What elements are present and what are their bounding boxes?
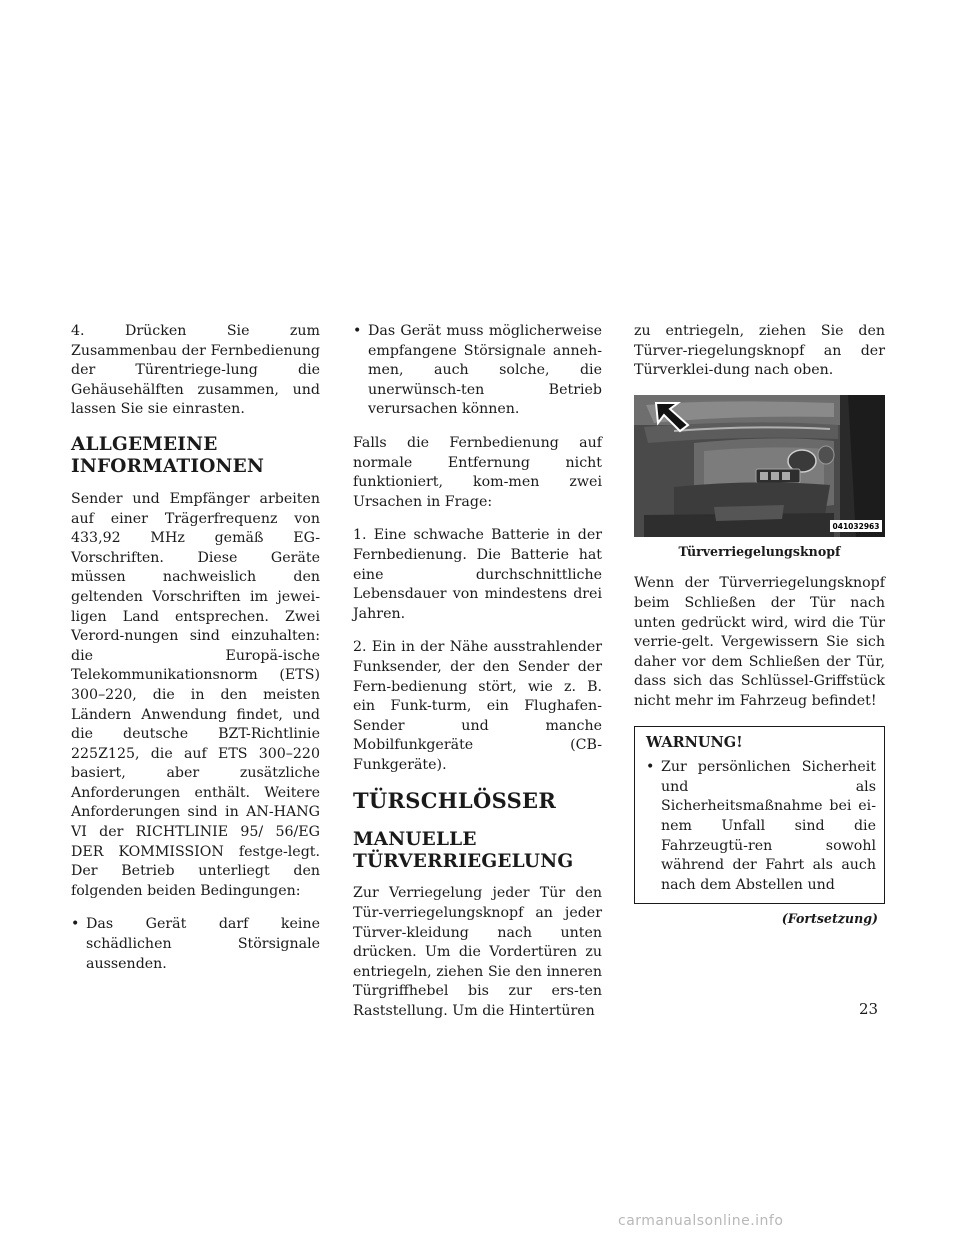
cause2-paragraph: 2. Ein in der Nähe ausstrahlender Funksender, der den Sender der Fern-bedienung stört, wie z. B. ein Funk-turm, ein Flughafen-Sender und manche Mobilfunkgeräte (CB-Funkgeräte).	[353, 639, 602, 773]
bullet-text: Das Gerät muss möglicherweise empfangene Störsignale anneh-men, auch solche, die unerwünsch-ten Betrieb verursachen können.	[368, 323, 602, 418]
warning-box	[634, 726, 885, 905]
warning-bullet	[646, 758, 876, 895]
falls-paragraph: Falls die Fernbedienung auf normale Entfernung nicht funktioniert, kom-men zwei Ursachen in Frage:	[353, 434, 602, 510]
warning-text: Zur persönlichen Sicherheit und als Sicherheitsmaßnahme bei ei-nem Unfall sind die Fahrzeugtü-ren sowohl während der Fahrt als auch nach dem Abstellen und	[661, 759, 876, 893]
bullet-dot: •	[71, 916, 80, 933]
bullet-item	[71, 915, 320, 974]
cause1-paragraph: 1. Eine schwache Batterie in der Fernbedienung. Die Batterie hat eine durchschnittliche Lebensdauer von mindestens drei Jahren.	[353, 527, 602, 622]
bullet-item	[353, 322, 602, 420]
column-middle	[353, 322, 602, 1036]
heading-manual-locking	[353, 829, 602, 873]
figure-caption: Türverriegelungsknopf	[678, 543, 841, 559]
heading-manual-line1: MANUELLE	[353, 829, 477, 851]
heading-door-locks: TÜRSCHLÖSSER	[353, 788, 557, 814]
heading-general-line1: ALLGEMEINE	[71, 433, 218, 455]
bullet-dot: •	[646, 759, 655, 776]
continuation-paragraph: zu entriegeln, ziehen Sie den Türver-riegelungsknopf an der Türverklei-dung nach oben.	[634, 323, 885, 379]
door-lock-figure	[634, 395, 885, 537]
bullet-text: Das Gerät darf keine schädlichen Störsignale aussenden.	[86, 916, 320, 972]
manual-paragraph: Zur Verriegelung jeder Tür den Tür-verriegelungsknopf an jeder Türver-kleidung nach unten drücken. Um die Vordertüren zu entriegeln, ziehen Sie den inneren Türgriffhebel bis zur ers-ten Raststellung. Um die Hintertüren	[353, 885, 602, 1020]
general-paragraph: Sender und Empfänger arbeiten auf einer Trägerfrequenz von 433,92 MHz gemäß EG-Vorschriften. Diese Geräte müssen nachweislich den geltenden Vorschriften im jewei-ligen Land entsprechen. Zwei Verord-nungen sind einzuhalten: die Europä-ische Telekommunikationsnorm (ETS) 300–220, die in den meisten Ländern Anwendung findet, und die deutsche BZT-Richtlinie 225Z125, die auf ETS 300–220 basiert, aber zusätzliche Anforderungen enthält. Weitere Anforderungen sind in AN-HANG VI der RICHTLINIE 95/ 56/EG DER KOMMISSION festge-legt. Der Betrieb unterliegt den folgenden beiden Bedingungen:	[71, 490, 320, 899]
heading-general-information	[71, 434, 320, 478]
page-number: 23	[859, 1000, 879, 1018]
warning-title: WARNUNG!	[646, 733, 743, 751]
figure-code: 041032963	[832, 521, 880, 531]
watermark: carmanualsonline.info	[618, 1213, 784, 1229]
column-left	[71, 322, 320, 988]
heading-general-line2: INFORMATIONEN	[71, 455, 265, 477]
heading-manual-line2: TÜRVERRIEGELUNG	[353, 851, 574, 873]
step4-paragraph: 4. Drücken Sie zum Zusammenbau der Fernbedienung der Türentriege-lung die Gehäusehälften zusammen, und lassen Sie sie einrasten.	[71, 323, 320, 418]
bullet-dot: •	[353, 323, 362, 339]
continued-label: (Fortsetzung)	[781, 911, 878, 927]
door-panel-illustration	[634, 395, 885, 537]
column-right	[634, 322, 885, 929]
wenn-paragraph: Wenn der Türverriegelungsknopf beim Schließen der Tür nach unten gedrückt wird, wird die Tür verrie-gelt. Vergewissern Sie sich daher vor dem Schließen der Tür, dass sich das Schlüssel-Griffstück nicht mehr im Fahrzeug befindet!	[634, 575, 885, 709]
